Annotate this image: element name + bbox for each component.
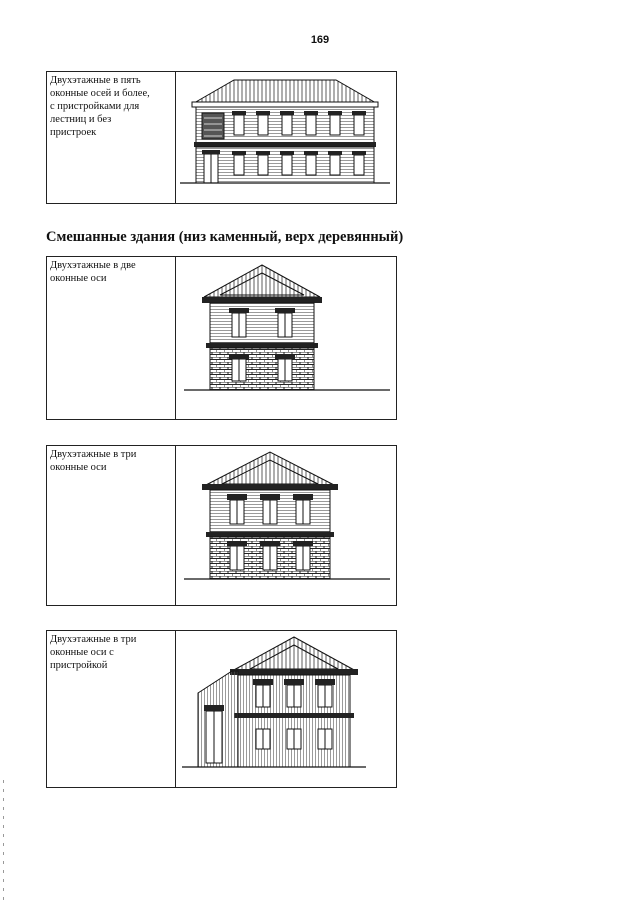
building-type-label: Двухэтажные в три оконные оси с пристройкой bbox=[47, 631, 176, 787]
building-type-row-five-window bbox=[46, 71, 397, 204]
two-story-five-window-facade-drawing bbox=[176, 72, 396, 203]
mixed-three-window-facade-drawing bbox=[176, 446, 396, 605]
building-type-row-three-window bbox=[46, 445, 397, 606]
scan-edge-mark bbox=[3, 780, 4, 900]
building-type-label: Двухэтажные в три оконные оси bbox=[47, 446, 176, 605]
section-heading: Смешанные здания (низ каменный, верх деревянный) bbox=[46, 229, 404, 245]
facade-drawing-cell bbox=[176, 631, 396, 787]
facade-drawing-cell bbox=[176, 72, 396, 203]
page-number: 169 bbox=[310, 34, 330, 46]
building-type-row-two-window bbox=[46, 256, 397, 420]
mixed-two-window-facade-drawing bbox=[176, 257, 396, 419]
building-type-label: Двухэтажные в пять оконные осей и более, с пристройками для лестниц и без пристроек bbox=[47, 72, 176, 203]
facade-drawing-cell bbox=[176, 446, 396, 605]
mixed-three-window-annex-facade-drawing bbox=[176, 631, 396, 787]
facade-drawing-cell bbox=[176, 257, 396, 419]
building-type-row-three-window-annex bbox=[46, 630, 397, 788]
building-type-label: Двухэтажные в две оконные оси bbox=[47, 257, 176, 419]
